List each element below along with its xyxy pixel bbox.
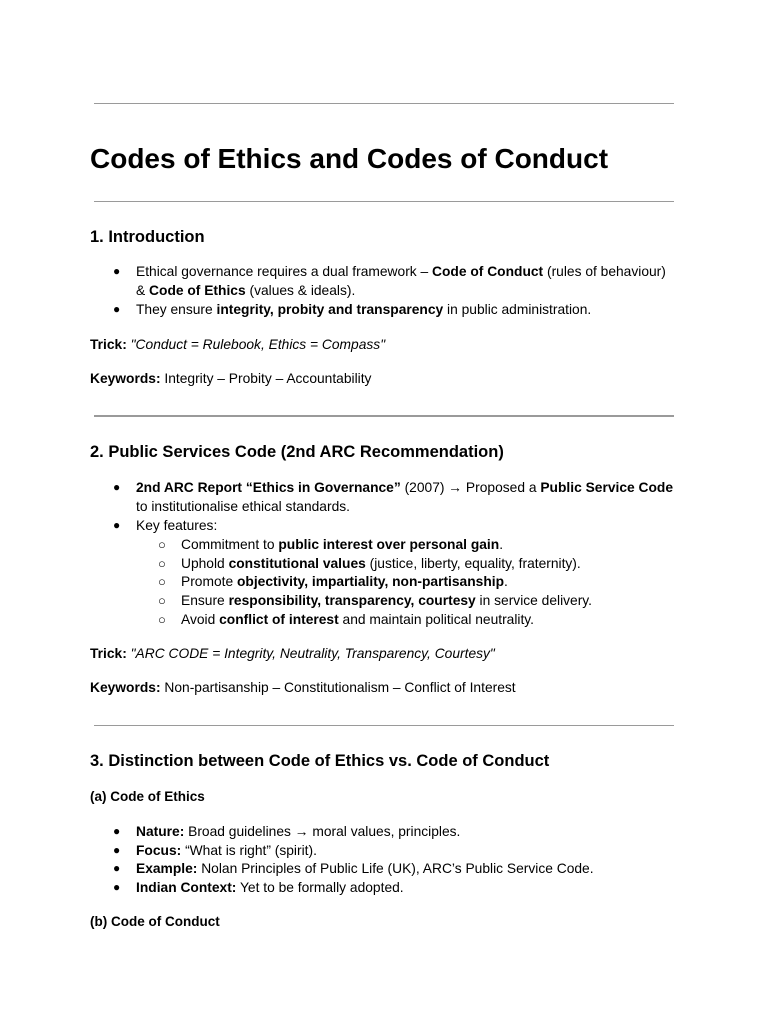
list-item: Example: Nolan Principles of Public Life (UK), ARC’s Public Service Code. (136, 861, 594, 876)
list-item: Focus: “What is right” (spirit). (136, 843, 317, 858)
bullet-icon: ● (113, 880, 121, 894)
subheading-code-of-ethics: (a) Code of Ethics (90, 789, 205, 804)
sub-list-item: Avoid conflict of interest and maintain political neutrality. (181, 612, 535, 627)
divider-top (94, 103, 674, 104)
subheading-code-of-conduct: (b) Code of Conduct (90, 914, 220, 929)
sub-bullet-icon: ○ (158, 537, 166, 552)
sub-list-item: Promote objectivity, impartiality, non-partisanship. (181, 574, 508, 589)
list-item: Indian Context: Yet to be formally adopted. (136, 880, 404, 895)
sub-list-item: Ensure responsibility, transparency, courtesy in service delivery. (181, 593, 593, 608)
divider-title (94, 201, 674, 202)
keywords-note: Keywords: Non-partisanship – Constitutionalism – Conflict of Interest (90, 680, 516, 695)
bullet-icon: ● (113, 264, 121, 278)
trick-note: Trick: "Conduct = Rulebook, Ethics = Compass" (90, 337, 386, 352)
list-item: Nature: Broad guidelines → moral values, principles. (136, 824, 461, 839)
list-item: 2nd ARC Report “Ethics in Governance” (2007) → Proposed a Public Service Code (136, 480, 673, 495)
trick-note: Trick: "ARC CODE = Integrity, Neutrality, Transparency, Courtesy" (90, 646, 495, 661)
keywords-note: Keywords: Integrity – Probity – Accountability (90, 371, 372, 386)
list-item-continuation: to institutionalise ethical standards. (136, 499, 350, 514)
sub-list-item: Commitment to public interest over personal gain. (181, 537, 504, 552)
divider-section-1 (94, 415, 674, 417)
divider-section-2 (94, 725, 674, 726)
list-item: They ensure integrity, probity and transparency in public administration. (136, 302, 592, 317)
sub-bullet-icon: ○ (158, 556, 166, 571)
sub-list-item: Uphold constitutional values (justice, liberty, equality, fraternity). (181, 556, 581, 571)
list-item: Ethical governance requires a dual framework – Code of Conduct (rules of behaviour) (136, 264, 666, 279)
sub-bullet-icon: ○ (158, 593, 166, 608)
sub-bullet-icon: ○ (158, 574, 166, 589)
section-heading-public-services-code: 2. Public Services Code (2nd ARC Recommendation) (90, 443, 504, 461)
page-title: Codes of Ethics and Codes of Conduct (90, 143, 609, 174)
bullet-icon: ● (113, 824, 121, 838)
bullet-icon: ● (113, 843, 121, 857)
bullet-icon: ● (113, 480, 121, 494)
bullet-icon: ● (113, 518, 121, 532)
bullet-icon: ● (113, 861, 121, 875)
list-item-continuation: & Code of Ethics (values & ideals). (136, 283, 356, 298)
section-heading-distinction: 3. Distinction between Code of Ethics vs. Code of Conduct (90, 752, 550, 770)
section-heading-introduction: 1. Introduction (90, 228, 205, 246)
sub-bullet-icon: ○ (158, 612, 166, 627)
list-item: Key features: (136, 518, 218, 533)
bullet-icon: ● (113, 302, 121, 316)
